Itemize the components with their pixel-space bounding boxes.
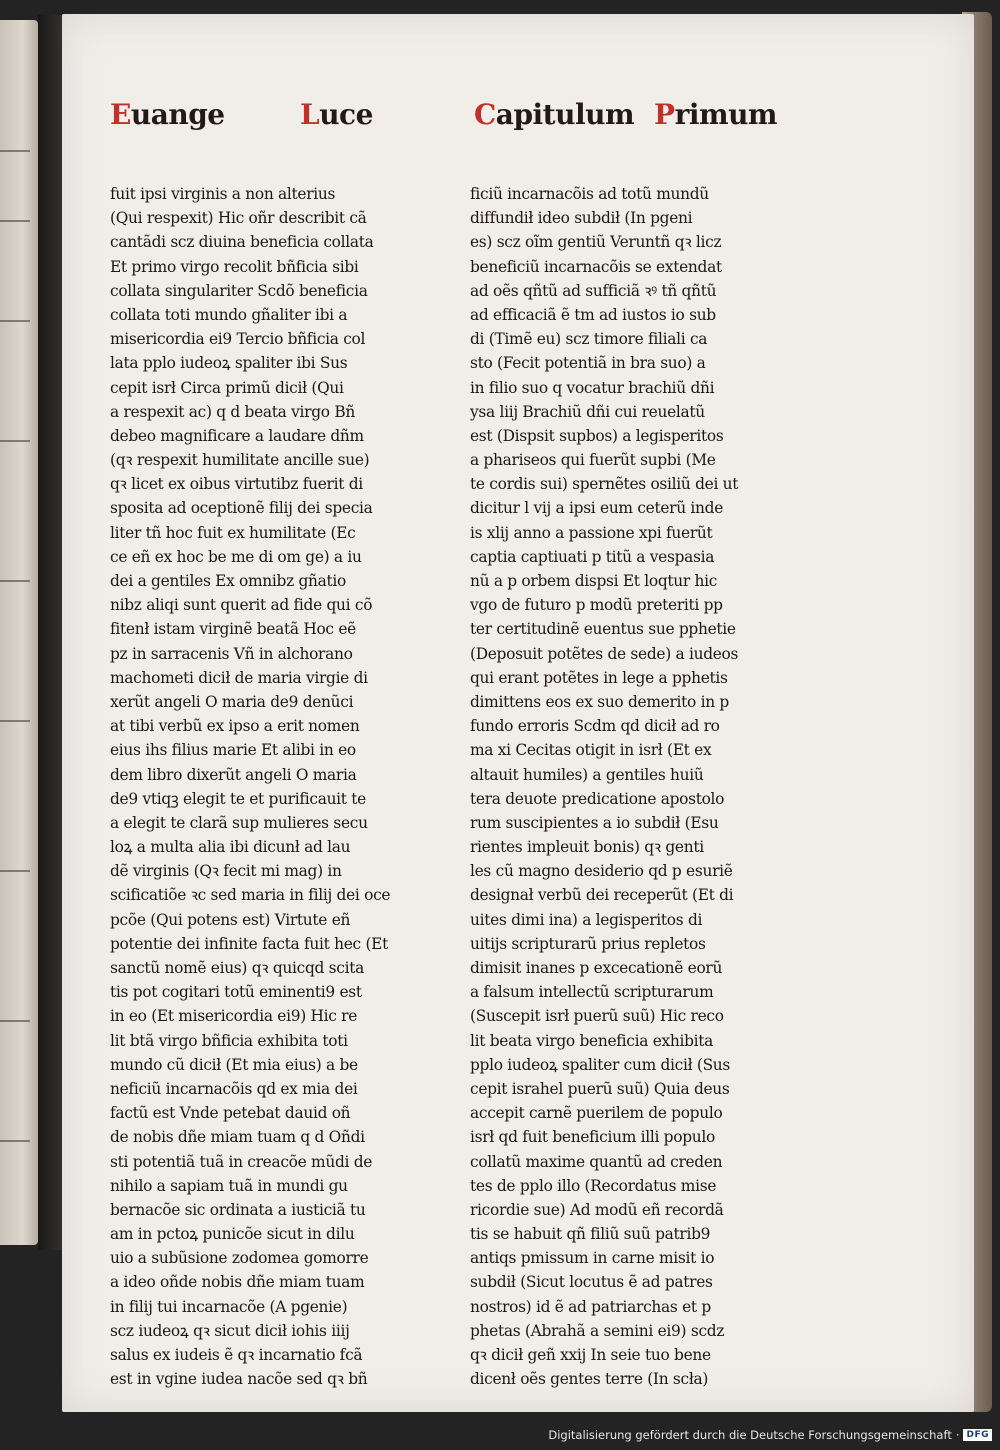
text-column-right <box>470 182 770 1391</box>
text-line: dẽ virginis (Qꝛ fecit mi mag) in <box>110 862 342 881</box>
text-line: (Suscepit isrł puerũ suũ) Hic reco <box>470 1007 724 1026</box>
text-line: fundo erroris Scdm qd dicił ad ro <box>470 717 720 736</box>
text-line: de9 vtiqꝫ elegit te et purificauit te <box>110 789 366 808</box>
text-line: is xlij anno a passione xpi fuerũt <box>470 523 713 542</box>
text-line: salus ex iudeis ẽ qꝛ incarnatio fcã <box>110 1346 363 1364</box>
text-line: pz in sarracenis Vñ in alchorano <box>110 644 353 663</box>
text-line: am in pctoꝝ punicõe sicut in dilu <box>110 1225 355 1244</box>
text-line: collatũ maxime quantũ ad creden <box>470 1152 723 1171</box>
text-line: ter certitudinẽ euentus sue pphetie <box>470 620 736 639</box>
left-page-text-trace <box>0 580 30 582</box>
text-line: dicenł oẽs gentes terre (In scła) <box>470 1370 709 1389</box>
left-page-text-trace <box>0 440 30 442</box>
text-line: captia captiuati p titũ a vespasia <box>470 547 715 566</box>
text-line: sto (Fecit potentiã in bra suo) a <box>470 354 706 373</box>
text-line: diffundił ideo subdił (In pgeni <box>470 209 693 228</box>
left-page-text-trace <box>0 220 30 222</box>
text-line: dimittens eos ex suo demerito in p <box>470 692 729 711</box>
text-line: misericordia ei9 Tercio bñficia col <box>110 330 366 349</box>
text-line: lit btã virgo bñficia exhibita toti <box>110 1031 348 1050</box>
text-line: a falsum intellectũ scripturarum <box>470 983 714 1002</box>
text-line: sposita ad oceptionẽ filij dei specia <box>110 499 373 518</box>
text-line: dei a gentiles Ex omnibz gñatio <box>110 572 347 590</box>
text-line: subdił (Sicut locutus ẽ ad patres <box>470 1273 713 1292</box>
text-line: cantãdi scz diuina beneficia collata <box>110 233 374 252</box>
text-line: ficiũ incarnacõis ad totũ mundũ <box>470 185 709 203</box>
dfg-logo: DFG <box>963 1429 992 1441</box>
text-line: fitenł istam virginẽ beatã Hoc eẽ <box>110 620 356 639</box>
text-line: scz iudeoꝝ qꝛ sicut dicił iohis iiij <box>110 1321 350 1340</box>
text-line: tera deuote predicatione apostolo <box>470 789 725 808</box>
text-line: ad efficaciã ẽ tm ad iustos io sub <box>470 305 716 324</box>
text-line: eius ihs filius marie Et alibi in eo <box>110 741 356 760</box>
text-line: at tibi verbũ ex ipso a erit nomen <box>110 717 360 736</box>
text-line: machometi dicił de maria virgie di <box>110 668 368 687</box>
text-line: vgo de futuro p modũ preteriti pp <box>470 596 723 615</box>
text-line: ad oẽs qñtũ ad sufficiã ꝛꝰ tñ qñtũ <box>470 281 717 300</box>
running-head-part-2: Luce <box>300 98 373 131</box>
text-line: sanctũ nomẽ eius) qꝛ quicqd scita <box>110 959 364 977</box>
text-line: rum suscipientes a io subdił (Esu <box>470 813 719 832</box>
running-head-part-1: Euange <box>110 98 225 131</box>
text-line: es) scz oĩm gentiũ Veruntñ qꝛ licz <box>470 233 722 252</box>
text-line: est (Dispsit supbos) a legisperitos <box>470 426 724 445</box>
text-line: (Qui respexit) Hic oñr describit cã <box>110 209 367 228</box>
text-line: designał verbũ dei receperũt (Et di <box>470 886 734 905</box>
digitization-credit-footer <box>548 1424 992 1446</box>
text-line: tis pot cogitari totũ eminenti9 est <box>110 983 362 1002</box>
text-line: a ideo oñde nobis dñe miam tuam <box>110 1273 365 1292</box>
text-line: Et primo virgo recolit bñficia sibi <box>110 257 359 276</box>
text-line: bernacõe sic ordinata a iusticiã tu <box>110 1200 366 1219</box>
text-line: nihilo a sapiam tuã in mundi gu <box>110 1176 348 1195</box>
text-line: les cũ magno desiderio qd p esuriẽ <box>470 862 733 881</box>
text-line: lata pplo iudeoꝝ spaliter ibi Sus <box>110 354 348 373</box>
text-line: in filij tui incarnacõe (A pgenie) <box>110 1297 348 1316</box>
text-line: neficiũ incarnacõis qd ex mia dei <box>110 1079 358 1098</box>
adjacent-left-page-edge <box>0 20 38 1245</box>
text-line: sti potentiã tuã in creacõe mũdi de <box>110 1152 373 1171</box>
text-line: dicitur l vij a ipsi eum ceterũ inde <box>470 499 723 518</box>
text-line: in eo (Et misericordia ei9) Hic re <box>110 1007 358 1026</box>
text-line: scificatiõe ꝛc sed maria in filij dei oce <box>110 886 391 905</box>
text-line: di (Timẽ eu) scz timore filiali ca <box>470 330 708 349</box>
text-line: collata toti mundo gñaliter ibi a <box>110 305 348 324</box>
text-line: lit beata virgo beneficia exhibita <box>470 1031 714 1050</box>
text-line: nibz aliqi sunt querit ad fide qui cõ <box>110 596 373 615</box>
text-line: cepit israhel puerũ suũ) Quia deus <box>470 1079 730 1098</box>
text-line: tis se habuit qñ filiũ suũ patrib9 <box>470 1225 711 1244</box>
text-line: qui erant potẽtes in lege a pphetis <box>470 668 728 687</box>
text-line: fuit ipsi virginis a non alterius <box>110 185 336 203</box>
text-line: collata singulariter Scdõ beneficia <box>110 281 368 300</box>
text-line: a phariseos qui fuerũt supbi (Me <box>470 451 716 470</box>
text-line: cepit isrł Circa primũ dicił (Qui <box>110 378 344 397</box>
text-line: beneficiũ incarnacõis se extendat <box>470 257 722 276</box>
text-line: rientes impleuit bonis) qꝛ genti <box>470 838 704 857</box>
left-page-text-trace <box>0 1140 30 1142</box>
text-line: mundo cũ dicił (Et mia eius) a be <box>110 1055 358 1074</box>
text-line: liter tñ hoc fuit ex humilitate (Ec <box>110 523 356 542</box>
text-line: dem libro dixerũt angeli O maria <box>110 765 357 784</box>
text-line: qꝛ dicił geñ xxij In seie tuo bene <box>470 1346 711 1364</box>
text-line: qꝛ licet ex oibus virtutibz fuerit di <box>110 475 363 494</box>
manuscript-page <box>62 14 974 1412</box>
text-line: loꝝ a multa alia ibi dicunł ad lau <box>110 838 351 857</box>
left-page-text-trace <box>0 320 30 322</box>
footer-separator: · <box>955 1428 960 1442</box>
text-line: phetas (Abrahã a semini ei9) scdz <box>470 1321 725 1340</box>
text-line: pplo iudeoꝝ spaliter cum dicił (Sus <box>470 1055 731 1074</box>
text-line: antiqs pmissum in carne misit io <box>470 1249 715 1268</box>
text-line: (Deposuit potẽtes de sede) a iudeos <box>470 644 739 663</box>
text-line: te cordis sui) spernẽtes osiliũ dei ut <box>470 475 739 494</box>
running-head-part-4: Primum <box>654 98 778 131</box>
text-line: ma xi Cecitas otigit in isrł (Et ex <box>470 741 712 760</box>
text-line: in filio suo q vocatur brachiũ dñi <box>470 378 715 397</box>
text-line: ce eñ ex hoc be me di om ge) a iu <box>110 547 362 566</box>
left-page-text-trace <box>0 870 30 872</box>
text-line: potentie dei infinite facta fuit hec (Et <box>110 934 388 953</box>
text-line: nũ a p orbem dispsi Et loqtur hic <box>470 572 718 590</box>
text-line: nostros) id ẽ ad patriarchas et p <box>470 1297 711 1316</box>
text-line: pcõe (Qui potens est) Virtute eñ <box>110 910 351 929</box>
text-line: a elegit te clarã sup mulieres secu <box>110 813 368 832</box>
text-line: accepit carnẽ puerilem de populo <box>470 1104 723 1123</box>
text-line: dimisit inanes p excecationẽ eorũ <box>470 959 723 977</box>
text-line: isrł qd fuit beneficium illi populo <box>470 1128 715 1147</box>
left-page-text-trace <box>0 720 30 722</box>
text-line: xerũt angeli O maria de9 denũci <box>110 692 354 711</box>
text-line: est in vgine iudea nacõe sed qꝛ bñ <box>110 1370 368 1389</box>
text-column-left <box>110 182 400 1391</box>
text-line: uites dimi ina) a legisperitos di <box>470 910 703 929</box>
text-line: uitijs scripturarũ prius repletos <box>470 934 706 953</box>
text-line: debeo magnificare a laudare dñm <box>110 426 364 445</box>
text-line: altauit humiles) a gentiles huiũ <box>470 765 704 784</box>
text-line: factũ est Vnde petebat dauid oñ <box>110 1104 351 1123</box>
text-line: uio a subũsione zodomea gomorre <box>110 1249 369 1268</box>
running-head-part-3: Capitulum <box>474 98 635 131</box>
text-line: (qꝛ respexit humilitate ancille sue) <box>110 451 370 470</box>
text-line: ysa liij Brachiũ dñi cui reuelatũ <box>470 402 705 421</box>
text-line: a respexit ac) q d beata virgo Bñ <box>110 402 355 421</box>
footer-credit-text: Digitalisierung gefördert durch die Deutsche Forschungsgemeinschaft <box>548 1428 952 1442</box>
left-page-text-trace <box>0 150 30 152</box>
text-line: ricordie sue) Ad modũ eñ recordã <box>470 1200 724 1219</box>
text-line: de nobis dñe miam tuam q d Oñdi <box>110 1128 365 1147</box>
text-line: tes de pplo illo (Recordatus mise <box>470 1176 717 1195</box>
left-page-text-trace <box>0 1020 30 1022</box>
